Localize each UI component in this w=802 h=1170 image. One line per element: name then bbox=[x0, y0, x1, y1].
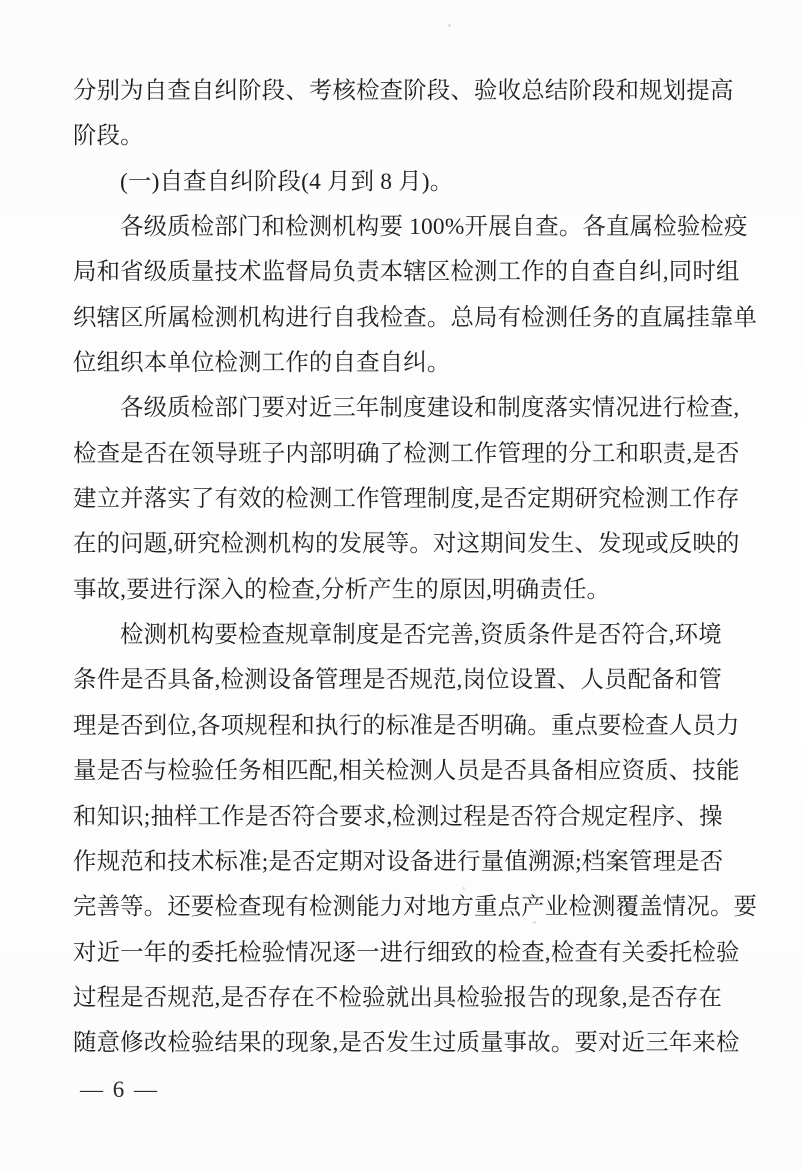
text-line: 随意修改检验结果的现象,是否发生过质量事故。要对近三年来检 bbox=[73, 1030, 740, 1057]
text-line: 位组织本单位检测工作的自查自纠。 bbox=[73, 350, 451, 377]
text-line: 过程是否规范,是否存在不检验就出具检验报告的现象,是否存在 bbox=[73, 984, 723, 1011]
scan-speck bbox=[462, 887, 465, 890]
text-line: 局和省级质量技术监督局负责本辖区检测工作的自查自纠,同时组 bbox=[73, 259, 740, 286]
text-line: (一)自查自纠阶段(4 月到 8 月)。 bbox=[120, 168, 454, 195]
text-line: 检查是否在领导班子内部明确了检测工作管理的分工和职责,是否 bbox=[73, 440, 740, 467]
scan-speck bbox=[448, 24, 451, 27]
text-line: 各级质检部门要对近三年制度建设和制度落实情况进行检查, bbox=[120, 395, 740, 422]
text-line: 分别为自查自纠阶段、考核检查阶段、验收总结阶段和规划提高 bbox=[73, 78, 734, 104]
text-line: 检测机构要检查规章制度是否完善,资质条件是否符合,环境 bbox=[120, 622, 722, 649]
text-line: 作规范和技术标准;是否定期对设备进行量值溯源;档案管理是否 bbox=[73, 848, 724, 875]
text-line: 和知识;抽样工作是否符合要求,检测过程是否符合规定程序、操 bbox=[73, 803, 723, 830]
page-number: — 6 — bbox=[80, 1077, 159, 1102]
document-body bbox=[73, 69, 773, 1067]
text-line: 阶段。 bbox=[73, 123, 144, 150]
text-line: 完善等。还要检查现有检测能力对地方重点产业检测覆盖情况。要 bbox=[73, 894, 758, 921]
text-line: 对近一年的委托检验情况逐一进行细致的检查,检查有关委托检验 bbox=[73, 939, 740, 966]
text-line: 织辖区所属检测机构进行自我检查。总局有检测任务的直属挂靠单 bbox=[73, 304, 758, 331]
text-line: 量是否与检验任务相匹配,相关检测人员是否具备相应资质、技能 bbox=[73, 758, 740, 785]
scan-speck bbox=[533, 921, 536, 924]
text-line: 条件是否具备,检测设备管理是否规范,岗位设置、人员配备和管 bbox=[73, 667, 723, 694]
text-line: 理是否到位,各项规程和执行的标准是否明确。重点要检查人员力 bbox=[73, 712, 740, 739]
text-line: 在的问题,研究检测机构的发展等。对这期间发生、发现或反映的 bbox=[73, 531, 740, 558]
text-line: 建立并落实了有效的检测工作管理制度,是否定期研究检测工作存 bbox=[73, 486, 740, 513]
text-line: 事故,要进行深入的检查,分析产生的原因,明确责任。 bbox=[73, 576, 611, 603]
text-line: 各级质检部门和检测机构要 100%开展自查。各直属检验检疫 bbox=[120, 214, 748, 241]
